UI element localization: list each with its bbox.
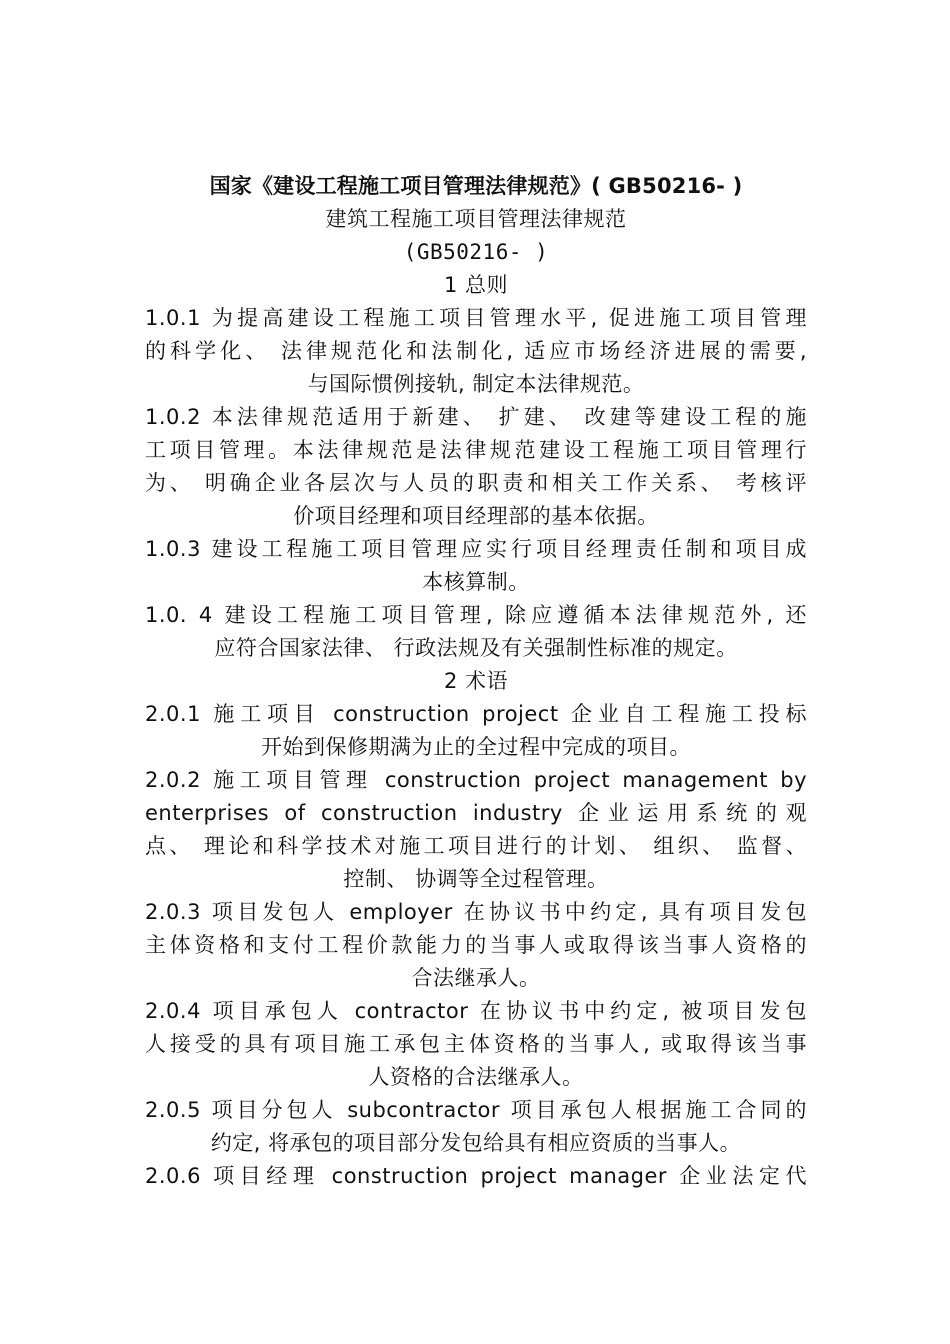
clause-line: 2.0.5 项目分包人 subcontractor 项目承包人根据施工合同的 [145,1098,807,1122]
clause-line: 主体资格和支付工程价款能力的当事人或取得该当事人资格的 [145,933,807,957]
clause-line: 本核算制。 [422,570,530,594]
clause-line: 工项目管理。本法律规范是法律规范建设工程施工项目管理行 [145,438,807,462]
clause-line: 与国际惯例接轨, 制定本法律规范。 [307,372,645,396]
clause-line: 的科学化、 法律规范化和法制化, 适应市场经济进展的需要, [145,339,807,363]
clause-line: 2.0.6 项目经理 construction project manager 企业法定代 [145,1164,807,1188]
clause-line: 约定, 将承包的项目部分发包给具有相应资质的当事人。 [210,1131,742,1155]
document-page [145,170,807,1193]
document-subtitle: 建筑工程施工项目管理法律规范 [325,207,627,231]
document-title: 国家《建设工程施工项目管理法律规范》( GB50216- ) [209,174,743,198]
clause-line: 1.0.2 本法律规范适用于新建、 扩建、 改建等建设工程的施 [145,405,807,429]
clause-line: 1.0.3 建设工程施工项目管理应实行项目经理责任制和项目成 [145,537,807,561]
section-heading: 2 术语 [443,669,509,693]
document-code: (GB50216- ) [403,240,549,264]
clause-line: 2.0.3 项目发包人 employer 在协议书中约定, 具有项目发包 [145,900,807,924]
section-heading: 1 总则 [443,273,509,297]
clause-line: enterprises of construction industry 企业运用系统的观 [145,801,807,825]
clause-line: 为、 明确企业各层次与人员的职责和相关工作关系、 考核评 [145,471,807,495]
clause-line: 人接受的具有项目施工承包主体资格的当事人, 或取得该当事 [145,1032,807,1056]
clause-line: 控制、 协调等全过程管理。 [343,867,609,891]
clause-line: 2.0.4 项目承包人 contractor 在协议书中约定, 被项目发包 [145,999,807,1023]
clause-line: 2.0.2 施工项目管理 construction project management by [145,768,807,792]
clause-line: 2.0.1 施工项目 construction project 企业自工程施工投标 [145,702,807,726]
clause-line: 1.0.1 为提高建设工程施工项目管理水平, 促进施工项目管理 [145,306,807,330]
clause-line: 人资格的合法继承人。 [368,1065,584,1089]
clause-line: 点、 理论和科学技术对施工项目进行的计划、 组织、 监督、 [145,834,807,858]
clause-line: 价项目经理和项目经理部的基本依据。 [293,504,659,528]
clause-line: 1.0. 4 建设工程施工项目管理, 除应遵循本法律规范外, 还 [145,603,807,627]
clause-line: 开始到保修期满为止的全过程中完成的项目。 [261,735,691,759]
clause-line: 合法继承人。 [411,966,541,990]
clause-line: 应符合国家法律、 行政法规及有关强制性标准的规定。 [214,636,738,660]
